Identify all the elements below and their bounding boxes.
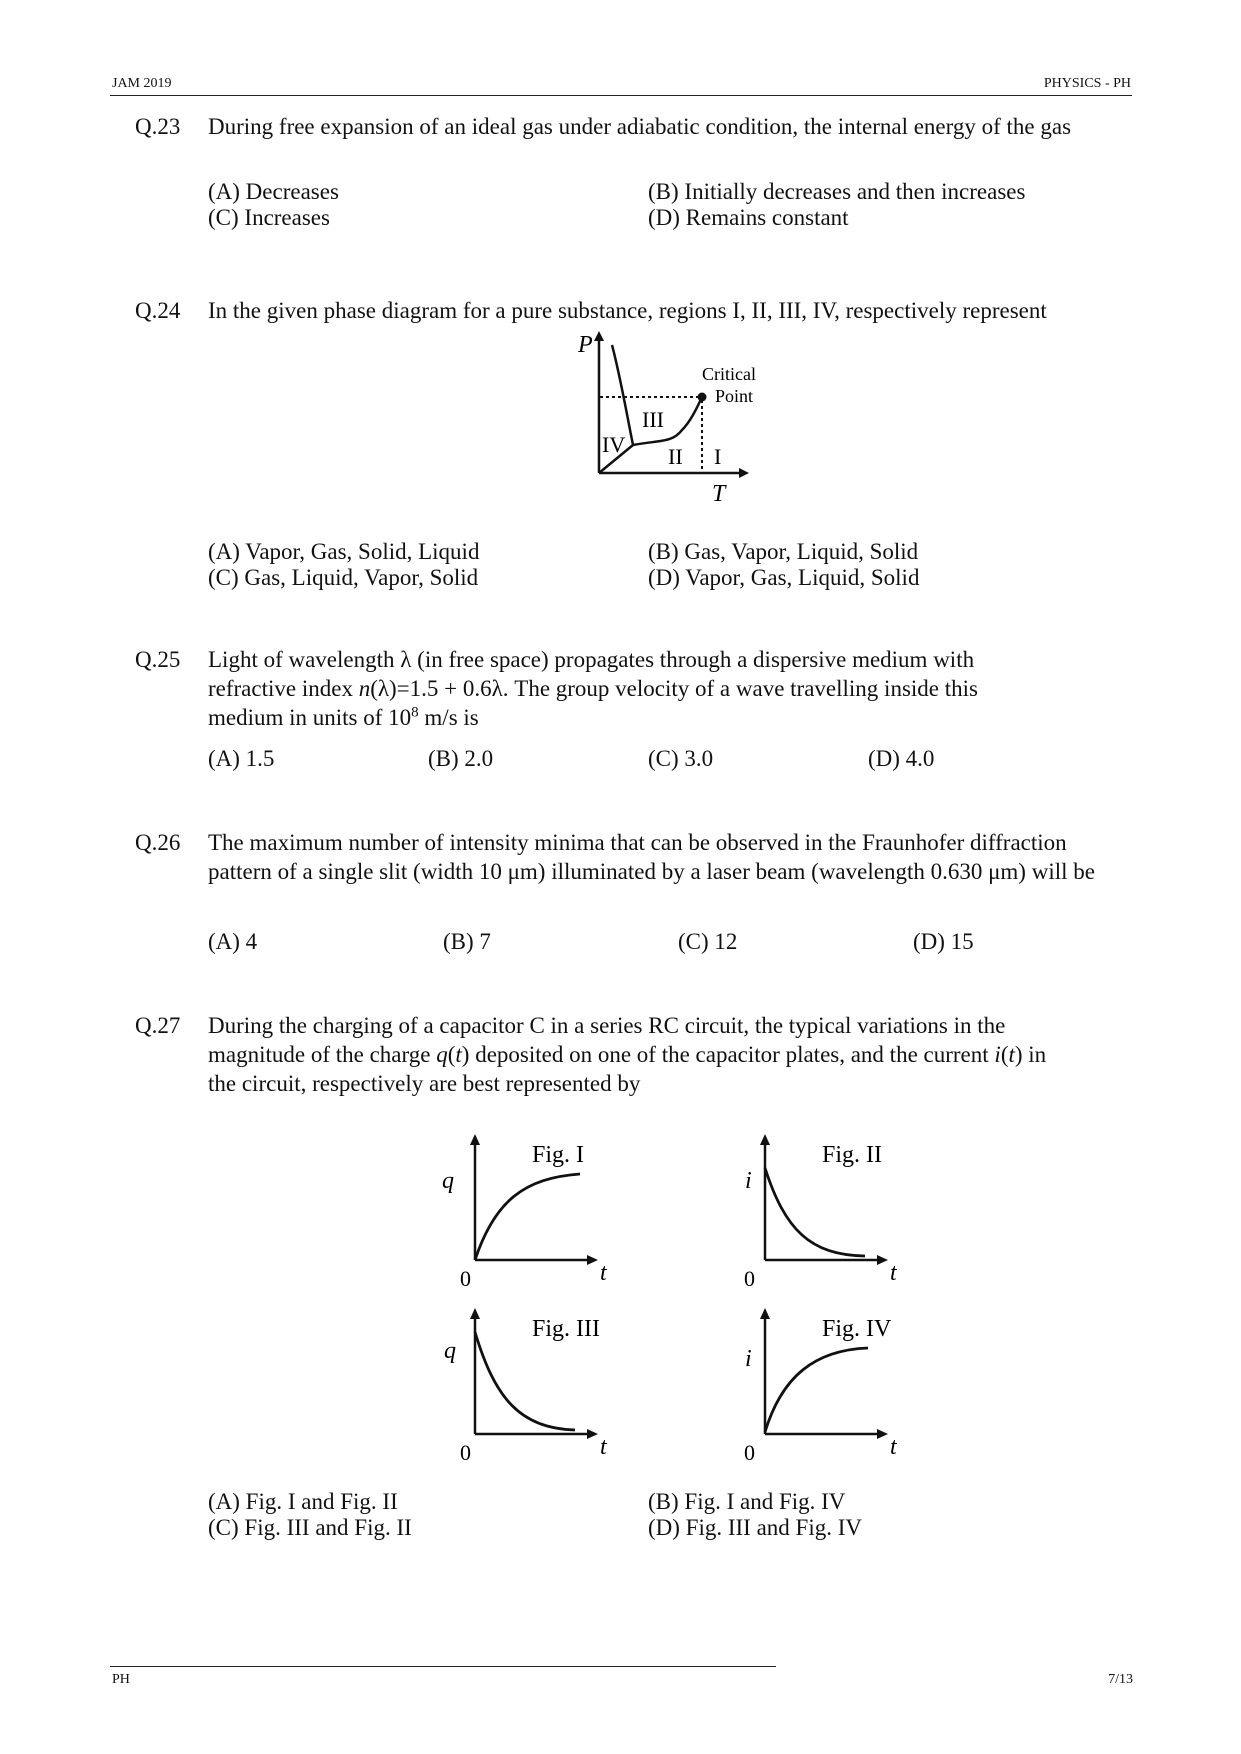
question-line-2 bbox=[208, 1040, 1125, 1069]
question-text bbox=[208, 645, 1125, 732]
y-axis-label: i bbox=[745, 1346, 752, 1372]
arrow-right-icon bbox=[877, 1255, 888, 1265]
arrow-up-icon bbox=[594, 331, 604, 341]
question-number: Q.27 bbox=[135, 1013, 181, 1038]
arrow-up-icon bbox=[470, 1134, 480, 1145]
melting-curve bbox=[612, 345, 633, 445]
option-b[interactable]: (B) 2.0 bbox=[428, 746, 494, 771]
option-c[interactable]: (C) Increases bbox=[208, 205, 330, 230]
option-b[interactable]: (B) 7 bbox=[443, 929, 491, 954]
question-23 bbox=[135, 112, 1125, 141]
figure-3 bbox=[430, 1304, 630, 1469]
header-paper-code: PHYSICS - PH bbox=[1043, 76, 1131, 91]
y-axis-label: q bbox=[442, 1168, 454, 1194]
text-fragment: m/s is bbox=[418, 705, 479, 730]
text-fragment: ( bbox=[447, 1042, 456, 1067]
time-symbol: t bbox=[1008, 1042, 1015, 1067]
question-text: During free expansion of an ideal gas under adiabatic condition, the internal energy of the gas bbox=[208, 114, 1072, 139]
option-d[interactable]: (D) Remains constant bbox=[648, 205, 849, 230]
arrow-right-icon bbox=[739, 468, 749, 478]
arrow-up-icon bbox=[760, 1134, 770, 1145]
region-i-label: I bbox=[714, 444, 722, 469]
question-line-3 bbox=[208, 703, 1125, 732]
figure-1 bbox=[430, 1130, 630, 1295]
arrow-up-icon bbox=[470, 1308, 480, 1319]
question-line-3: the circuit, respectively are best represented by bbox=[208, 1071, 641, 1096]
figure-title: Fig. I bbox=[532, 1142, 585, 1168]
origin-label: 0 bbox=[744, 1266, 755, 1290]
option-d[interactable]: (D) 15 bbox=[913, 929, 974, 954]
question-number: Q.23 bbox=[135, 114, 181, 139]
footer-paper-code: PH bbox=[112, 1672, 130, 1687]
option-a[interactable]: (A) 4 bbox=[208, 929, 258, 954]
header-exam-name: JAM 2019 bbox=[112, 76, 172, 91]
figure-4 bbox=[720, 1304, 920, 1469]
text-fragment: ) in bbox=[1014, 1042, 1047, 1067]
origin-label: 0 bbox=[460, 1440, 471, 1464]
critical-label-line2: Point bbox=[715, 386, 754, 406]
time-symbol: t bbox=[455, 1042, 462, 1067]
region-iv-label: IV bbox=[602, 432, 626, 457]
option-b[interactable]: (B) Gas, Vapor, Liquid, Solid bbox=[648, 539, 919, 564]
critical-label-line1: Critical bbox=[702, 364, 756, 384]
question-line-2 bbox=[208, 674, 1125, 703]
current-symbol: i bbox=[994, 1042, 1001, 1067]
text-fragment: ) deposited on one of the capacitor plates, and the current bbox=[461, 1042, 995, 1067]
origin-label: 0 bbox=[744, 1440, 755, 1464]
question-27 bbox=[135, 1011, 1125, 1098]
t-axis-label: T bbox=[712, 481, 726, 507]
option-c[interactable]: (C) 3.0 bbox=[648, 746, 714, 771]
question-number: Q.26 bbox=[135, 830, 181, 855]
option-a[interactable]: (A) 1.5 bbox=[208, 746, 275, 771]
question-text bbox=[208, 1011, 1125, 1098]
p-axis-label: P bbox=[578, 332, 593, 358]
phase-diagram bbox=[560, 330, 760, 515]
question-25 bbox=[135, 645, 1125, 732]
text-fragment: magnitude of the charge bbox=[208, 1042, 437, 1067]
option-c[interactable]: (C) Gas, Liquid, Vapor, Solid bbox=[208, 565, 479, 590]
arrow-right-icon bbox=[587, 1255, 598, 1265]
refractive-index-symbol: n bbox=[358, 676, 371, 701]
question-number: Q.25 bbox=[135, 647, 181, 672]
footer-divider bbox=[110, 1666, 776, 1667]
decay-curve bbox=[765, 1168, 865, 1256]
page-number: 7/13 bbox=[1108, 1672, 1133, 1687]
question-number: Q.24 bbox=[135, 298, 181, 323]
arrow-right-icon bbox=[587, 1429, 598, 1439]
y-axis-label: q bbox=[444, 1338, 456, 1364]
text-fragment: refractive index bbox=[208, 676, 359, 701]
arrow-right-icon bbox=[877, 1429, 888, 1439]
exponent: 8 bbox=[411, 704, 419, 721]
option-d[interactable]: (D) Vapor, Gas, Liquid, Solid bbox=[648, 565, 920, 590]
decay-curve bbox=[475, 1332, 575, 1430]
option-b[interactable]: (B) Initially decreases and then increases bbox=[648, 179, 1026, 204]
figure-title: Fig. II bbox=[822, 1142, 882, 1168]
y-axis-label: i bbox=[745, 1168, 752, 1194]
origin-label: 0 bbox=[460, 1266, 471, 1290]
x-axis-label: t bbox=[890, 1260, 897, 1286]
text-fragment: (λ)=1.5 + 0.6λ. The group velocity of a wave travelling inside this bbox=[370, 676, 978, 701]
growth-curve bbox=[765, 1348, 868, 1432]
charge-symbol: q bbox=[436, 1042, 448, 1067]
option-a[interactable]: (A) Fig. I and Fig. II bbox=[208, 1489, 398, 1514]
question-line-1: During the charging of a capacitor C in a series RC circuit, the typical variations in the bbox=[208, 1013, 1006, 1038]
text-fragment: ( bbox=[1000, 1042, 1009, 1067]
option-d[interactable]: (D) Fig. III and Fig. IV bbox=[648, 1515, 862, 1540]
region-iii-label: III bbox=[642, 407, 664, 432]
option-d[interactable]: (D) 4.0 bbox=[868, 746, 935, 771]
question-24 bbox=[135, 296, 1125, 325]
figure-title: Fig. III bbox=[532, 1316, 600, 1342]
x-axis-label: t bbox=[600, 1434, 607, 1460]
header-divider bbox=[110, 95, 1132, 96]
question-line-1: Light of wavelength λ (in free space) propagates through a dispersive medium with bbox=[208, 647, 975, 672]
region-ii-label: II bbox=[668, 444, 683, 469]
question-text: In the given phase diagram for a pure substance, regions I, II, III, IV, respectively represent bbox=[208, 298, 1047, 323]
option-a[interactable]: (A) Decreases bbox=[208, 179, 339, 204]
figure-title: Fig. IV bbox=[822, 1316, 892, 1342]
option-b[interactable]: (B) Fig. I and Fig. IV bbox=[648, 1489, 846, 1514]
option-c[interactable]: (C) 12 bbox=[678, 929, 738, 954]
question-text: The maximum number of intensity minima that can be observed in the Fraunhofer diffraction pattern of a single slit (width 10 μm) illuminated by a laser beam (wavelength 0.630 μm) will be bbox=[208, 830, 1095, 884]
x-axis-label: t bbox=[600, 1260, 607, 1286]
option-c[interactable]: (C) Fig. III and Fig. II bbox=[208, 1515, 412, 1540]
figure-2 bbox=[720, 1130, 920, 1295]
growth-curve bbox=[475, 1174, 580, 1260]
x-axis-label: t bbox=[890, 1434, 897, 1460]
option-a[interactable]: (A) Vapor, Gas, Solid, Liquid bbox=[208, 539, 480, 564]
arrow-up-icon bbox=[760, 1308, 770, 1319]
question-26 bbox=[135, 828, 1125, 886]
text-fragment: medium in units of 10 bbox=[208, 705, 412, 730]
